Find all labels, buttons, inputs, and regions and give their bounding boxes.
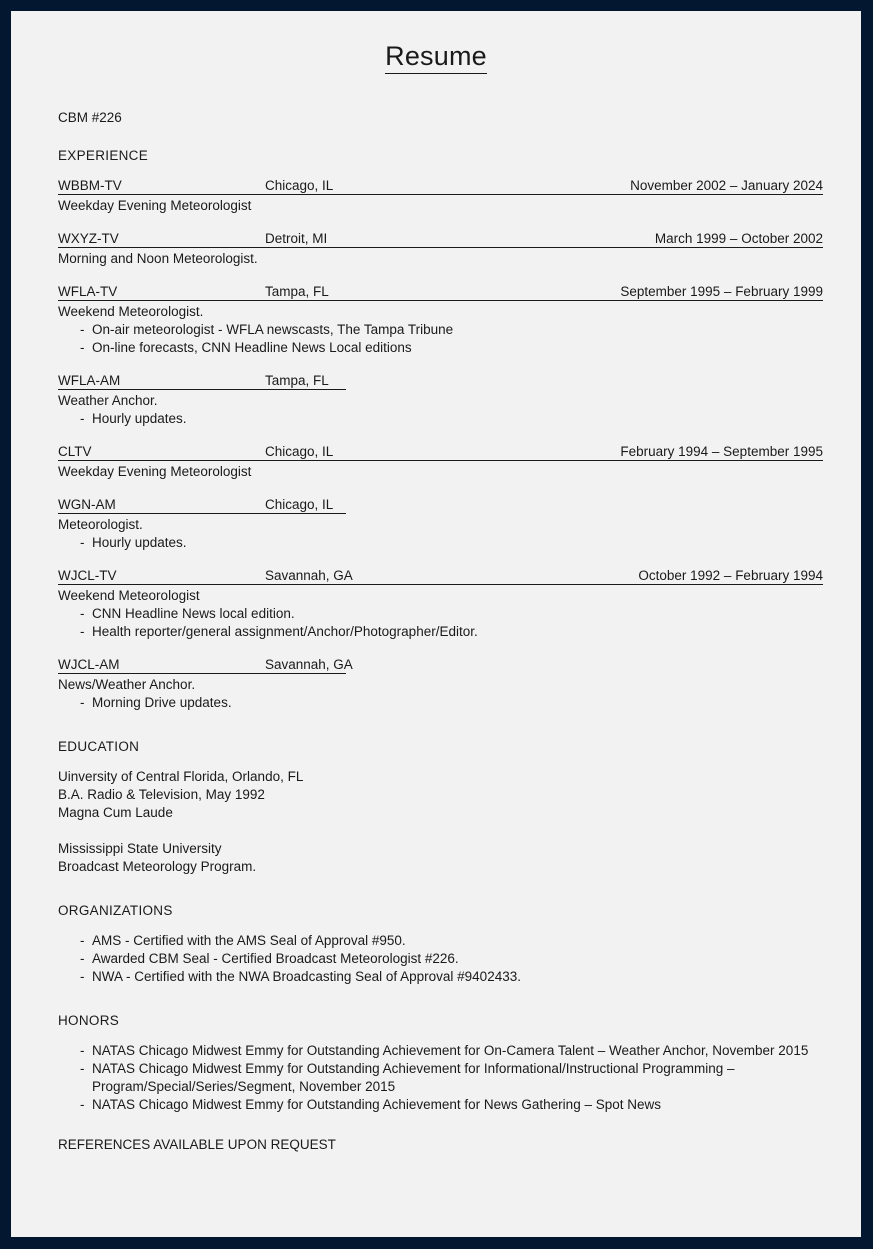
bullet-marker: - — [80, 1061, 85, 1076]
bullet-text: Morning Drive updates. — [92, 695, 232, 710]
education-line: B.A. Radio & Television, May 1992 — [58, 787, 265, 802]
entry-underline — [58, 194, 823, 195]
bullet-text: Hourly updates. — [92, 411, 187, 426]
bullet-marker: - — [80, 411, 85, 426]
employer-location: Savannah, GA — [265, 568, 353, 583]
bullet-text: Hourly updates. — [92, 535, 187, 550]
job-bullet — [58, 410, 823, 428]
experience-entry-header — [58, 177, 823, 196]
job-bullet — [58, 694, 823, 712]
bullet-marker: - — [80, 969, 85, 984]
honor-item — [58, 1096, 823, 1114]
entry-underline — [58, 513, 346, 514]
entry-underline — [58, 584, 823, 585]
honor-item — [58, 1060, 823, 1096]
entry-underline — [58, 460, 823, 461]
bullet-text: CNN Headline News local edition. — [92, 606, 295, 621]
bullet-text: NATAS Chicago Midwest Emmy for Outstanding Achievement for Informational/Instructional Programming – Program/Special/Series/Segment, November 2015 — [92, 1061, 735, 1094]
section-heading-experience: EXPERIENCE — [58, 148, 149, 163]
job-bullet — [58, 623, 823, 641]
job-title: Meteorologist. — [58, 517, 143, 532]
bullet-marker: - — [80, 322, 85, 337]
bullet-text: On-air meteorologist - WFLA newscasts, The Tampa Tribune — [92, 322, 454, 337]
experience-entry-header — [58, 230, 823, 249]
experience-entry-header — [58, 496, 823, 515]
employer-name: WXYZ-TV — [58, 231, 119, 246]
organization-item — [58, 968, 823, 986]
job-title: Weekday Evening Meteorologist — [58, 198, 252, 213]
job-bullet — [58, 339, 823, 357]
experience-entry-header — [58, 372, 823, 391]
job-bullet-list — [58, 321, 823, 357]
document-body — [11, 109, 861, 1154]
experience-entry — [58, 496, 823, 552]
resume-document — [11, 11, 861, 1168]
employer-name: WGN-AM — [58, 497, 116, 512]
employment-dates: February 1994 – September 1995 — [620, 444, 823, 459]
bullet-marker: - — [80, 695, 85, 710]
experience-entry-header — [58, 283, 823, 302]
education-line: Broadcast Meteorology Program. — [58, 859, 257, 874]
bullet-text: AMS - Certified with the AMS Seal of Approval #950. — [92, 933, 406, 948]
experience-entry — [58, 443, 823, 481]
employment-dates: September 1995 – February 1999 — [620, 284, 823, 299]
employer-location: Tampa, FL — [265, 284, 329, 299]
entry-underline — [58, 247, 823, 248]
experience-entry — [58, 372, 823, 428]
bullet-marker: - — [80, 606, 85, 621]
job-bullet-list — [58, 410, 823, 428]
bullet-marker: - — [80, 1097, 85, 1112]
organization-item — [58, 932, 823, 950]
employer-location: Tampa, FL — [265, 373, 329, 388]
employer-location: Detroit, MI — [265, 231, 328, 246]
bullet-marker: - — [80, 1043, 85, 1058]
bullet-text: On-line forecasts, CNN Headline News Local editions — [92, 340, 412, 355]
job-bullet-list — [58, 534, 823, 552]
job-title: News/Weather Anchor. — [58, 677, 196, 692]
employer-name: WBBM-TV — [58, 178, 122, 193]
entry-underline — [58, 389, 346, 390]
experience-entry — [58, 230, 823, 268]
employer-location: Savannah, GA — [265, 657, 353, 672]
experience-entry — [58, 567, 823, 641]
bullet-marker: - — [80, 340, 85, 355]
job-bullet — [58, 534, 823, 552]
employer-name: WJCL-AM — [58, 657, 120, 672]
section-heading-organizations: ORGANIZATIONS — [58, 903, 173, 918]
education-line: Uinversity of Central Florida, Orlando, FL — [58, 769, 304, 784]
employer-name: WFLA-TV — [58, 284, 118, 299]
employer-location: Chicago, IL — [265, 444, 334, 459]
entry-underline — [58, 300, 823, 301]
employer-name: WJCL-TV — [58, 568, 117, 583]
job-title: Weekend Meteorologist. — [58, 304, 204, 319]
job-bullet — [58, 605, 823, 623]
bullet-text: NATAS Chicago Midwest Emmy for Outstanding Achievement for On-Camera Talent – Weather Anchor, November 2015 — [92, 1043, 809, 1058]
bullet-marker: - — [80, 624, 85, 639]
entry-underline — [58, 673, 346, 674]
honors-list — [58, 1042, 823, 1114]
education-line: Mississippi State University — [58, 841, 222, 856]
employer-name: WFLA-AM — [58, 373, 121, 388]
honor-item — [58, 1042, 823, 1060]
page-title — [11, 11, 861, 72]
experience-list — [58, 177, 823, 712]
honors-section — [58, 1012, 823, 1114]
education-section — [58, 738, 823, 876]
experience-entry-header — [58, 656, 823, 675]
employer-location: Chicago, IL — [265, 497, 334, 512]
section-heading-education: EDUCATION — [58, 739, 140, 754]
bullet-text: Health reporter/general assignment/Anchor/Photographer/Editor. — [92, 624, 478, 639]
bullet-text: Awarded CBM Seal - Certified Broadcast Meteorologist #226. — [92, 951, 459, 966]
job-title: Morning and Noon Meteorologist. — [58, 251, 258, 266]
employment-dates: October 1992 – February 1994 — [638, 568, 823, 583]
bullet-text: NWA - Certified with the NWA Broadcasting Seal of Approval #9402433. — [92, 969, 521, 984]
education-groups — [58, 768, 823, 876]
job-title: Weather Anchor. — [58, 393, 158, 408]
organization-item — [58, 950, 823, 968]
experience-entry — [58, 283, 823, 357]
education-entry — [58, 840, 823, 876]
section-heading-honors: HONORS — [58, 1013, 120, 1028]
experience-entry-header — [58, 567, 823, 586]
employment-dates: March 1999 – October 2002 — [654, 231, 823, 246]
education-line: Magna Cum Laude — [58, 805, 173, 820]
bullet-marker: - — [80, 535, 85, 550]
bullet-text: NATAS Chicago Midwest Emmy for Outstanding Achievement for News Gathering – Spot News — [92, 1097, 661, 1112]
education-entry — [58, 768, 823, 822]
employer-name: CLTV — [58, 444, 92, 459]
bullet-marker: - — [80, 951, 85, 966]
document-page — [11, 11, 861, 1237]
job-bullet-list — [58, 694, 823, 712]
job-bullet-list — [58, 605, 823, 641]
experience-entry — [58, 177, 823, 215]
organizations-section — [58, 902, 823, 986]
experience-entry — [58, 656, 823, 712]
references-line: REFERENCES AVAILABLE UPON REQUEST — [58, 1137, 336, 1152]
page-title-text: Resume — [385, 41, 487, 74]
job-title: Weekday Evening Meteorologist — [58, 464, 252, 479]
experience-entry-header — [58, 443, 823, 462]
job-bullet — [58, 321, 823, 339]
certification-line: CBM #226 — [58, 110, 122, 125]
employment-dates: November 2002 – January 2024 — [630, 178, 823, 193]
bullet-marker: - — [80, 933, 85, 948]
employer-location: Chicago, IL — [265, 178, 334, 193]
organizations-list — [58, 932, 823, 986]
job-title: Weekend Meteorologist — [58, 588, 200, 603]
